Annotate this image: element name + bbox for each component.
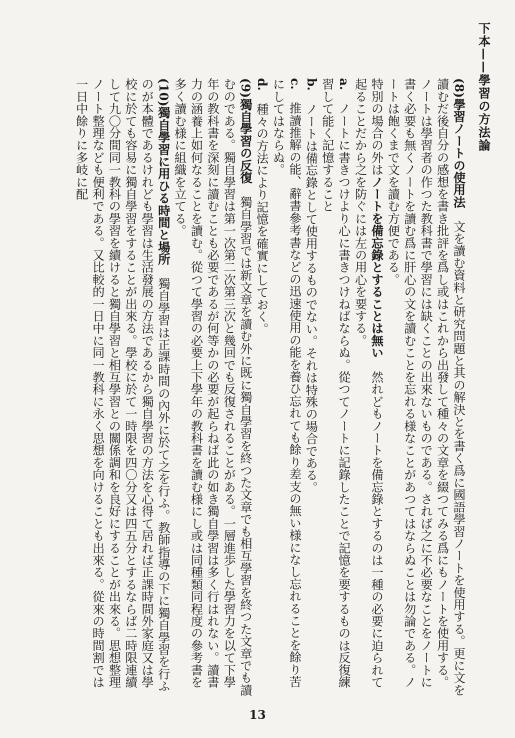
section-9 xyxy=(172,78,254,696)
paragraph-text: 獨自學習では新文章を讀む外に既に獨自學習を終つた文章でも相互學習を終つた文章でも讀むのである。獨自學習は第一次第二次第三次と幾回でも反復されることがある。一層進歩した學習力を以て下學年の教科書を深刻に讀むことも必要であるが何等かの必要が起らねば此の如き獨自學習は多く行はれない。讀書力の涵養上如何なることを讀む。從つて學習の必要上下學年の教科書を讀む様にし或は同種類同程度の參考書を多く讀む様に組織を立てる。 xyxy=(173,78,253,696)
list-item-text: ノートに書きつけより心に書きつけねばならぬ。從つてノートに記錄したことで記憶を要するものは反復練習して能く記憶すること xyxy=(320,78,352,688)
list-item-text: ノートは備忘錄として使用するものでない。それは特殊の場合である。 xyxy=(304,102,319,494)
section-heading: 學習ノートの使用法 xyxy=(452,98,466,208)
section-8 xyxy=(385,78,467,696)
section-10 xyxy=(73,78,171,696)
emphasized-text: ノートを備忘錄とすることは無い xyxy=(369,175,384,359)
section-number: (10) xyxy=(156,78,171,107)
paragraph-text: 然れどもノートを備忘錄とするのは一種の必要に迫られて起ることだから之を防ぐには左の用心を要する。 xyxy=(353,78,384,689)
list-item-label: c. xyxy=(287,78,302,90)
list-item-label: a. xyxy=(337,78,352,91)
paragraph xyxy=(352,78,385,696)
page-number: 13 xyxy=(249,708,266,722)
list-item-text: 推讀推解の能、辭書參考書などの迅速使用の能を養ひ忘れても餘り差支の無い様になし忘れることを餘り苦にしてはならぬ。 xyxy=(271,78,302,688)
list-item-label: b. xyxy=(304,78,319,91)
paragraph-text: 特別の場合の外は xyxy=(369,78,384,176)
section-heading: 獨自學習に用ひる時間と場所 xyxy=(156,106,171,266)
list-item-b xyxy=(303,78,319,696)
paragraph-text: 文を讀む資料と研究問題と其の解決とを書く爲に國語學習ノートを使用する。更に文を讀むだ後自分の感想を書き批評を爲し或はこれから出發して種々の文章を綴つてみる爲にもノートを使用する。ノートは學習者の作つた教科書で學習には缺くことの出來ないものである。されば之に不必要なことをノートに書く必要も無くノートを讀む爲に肝心の文を讀むことを忘れる様なことがあつてはならぬことは勿論である。ノートは飽くまで文を讀む方便である。 xyxy=(386,78,466,696)
section-heading: 獨自學習の反復 xyxy=(238,98,253,184)
list-item-a xyxy=(319,78,352,696)
running-header: 下本——學習の方法論 xyxy=(477,22,491,152)
body-text xyxy=(37,78,467,696)
section-number: (9) xyxy=(238,78,253,99)
section-number: (8) xyxy=(452,78,466,99)
list-item-text: 種々の方法により記憶を確實にしておく。 xyxy=(255,102,270,335)
list-item-label: d. xyxy=(255,78,270,91)
list-item-c xyxy=(270,78,303,696)
list-item-d xyxy=(254,78,270,696)
paragraph-text: 獨自學習は正課時間の內外に於て之を行ふ。教師指導の下に獨自學習を行ふのが本體であるけれども學習は生活發展の方法であるから獨自學習の方法を心得て居れば正課時間外家庭又は學校に於ても容易に獨自學習をすることが出來る。學校に於て一時限を四〇分又は四五分とするならば二時限連續して九〇分間同一教科の學習を續けると獨自學習と相互學習との關係調和を良好にすることが出來る。思想整理ノート整理なども便利である。又比較的一日中に同一教科に永く思想を向けることも出來る。從來の時間割では一日中餘りに多岐に配 xyxy=(74,78,171,693)
